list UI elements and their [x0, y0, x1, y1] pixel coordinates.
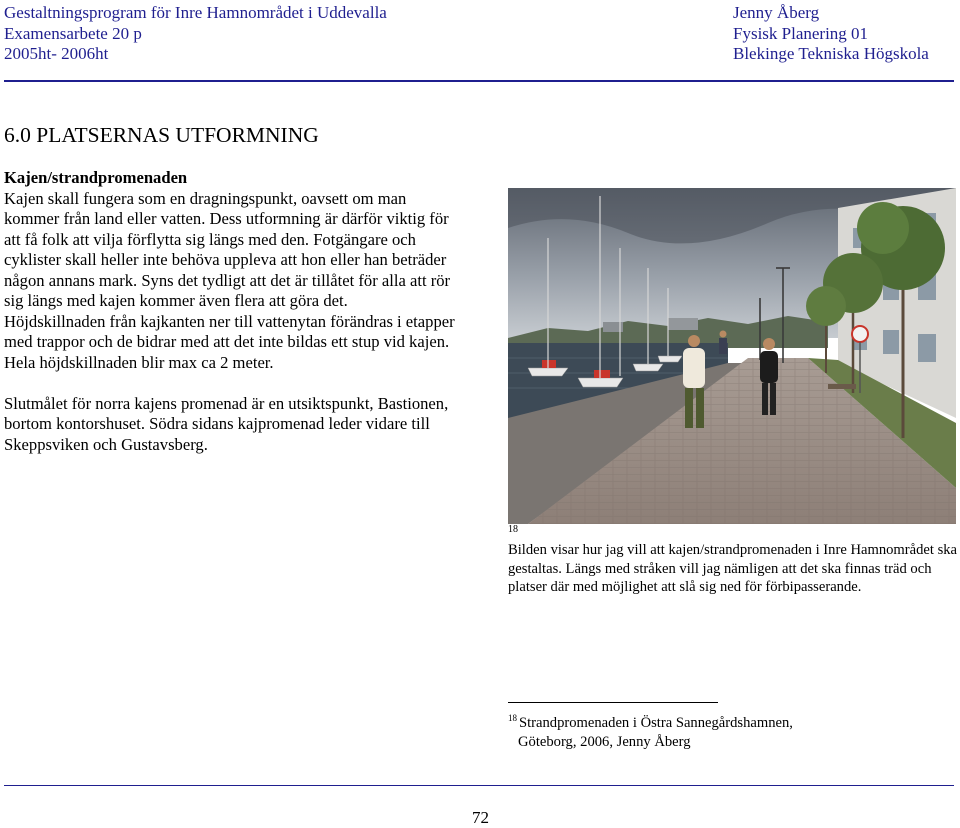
header-term: 2005ht- 2006ht — [4, 44, 109, 63]
header-right — [733, 3, 929, 65]
footnote-number: 18 — [508, 713, 517, 723]
section-title: 6.0 PLATSERNAS UTFORMNING — [4, 123, 319, 147]
paragraph-gap — [4, 373, 464, 394]
footnote-rule — [508, 702, 718, 703]
paragraph-2: Höjdskillnaden från kajkanten ner till vattenytan förändras i etapper med trappor och de bidrar med att det inte bildas ett stup vid kajen. Hela höjdskillnaden blir max ca 2 meter. — [4, 311, 455, 372]
header-document-title: Gestaltningsprogram för Inre Hamnområdet i Uddevalla — [4, 3, 387, 22]
footnote-line-1: Strandpromenaden i Östra Sannegårdshamnen, — [519, 715, 793, 731]
subheading: Kajen/strandpromenaden — [4, 168, 188, 187]
header-school: Blekinge Tekniska Högskola — [733, 44, 929, 63]
page-number: 72 — [472, 808, 489, 827]
header-program: Fysisk Planering 01 — [733, 23, 869, 43]
footer-rule — [4, 785, 954, 786]
footnote-line-2: Göteborg, 2006, Jenny Åberg — [518, 734, 691, 750]
paragraph-1: Kajen skall fungera som en dragningspunkt, oavsett om man kommer från land eller vatten. Dess utformning är därför viktig för att få folk att vilja förflytta sig längs med den. Fotgängare och cyklister skall heller inte behöva uppleva att hon eller han beträder någon annans mark. Syns det tydligt att det är tillåtet för alla att rör sig längs med kajen kommer även flera att göra det. — [4, 188, 451, 310]
body-text — [4, 168, 464, 455]
header-left — [4, 3, 387, 65]
footnote — [508, 709, 793, 752]
harbor-promenade-photo — [508, 188, 956, 524]
figure-caption: Bilden visar hur jag vill att kajen/strandpromenaden i Inre Hamnområdet ska gestaltas. Längs med stråken vill jag nämligen att det ska finnas träd och platser där med möjlighet att slå sig ned för förbipasserande. — [508, 542, 958, 596]
header-course: Examensarbete 20 p — [4, 23, 142, 43]
header-author: Jenny Åberg — [733, 3, 820, 22]
figure-footnote-mark: 18 — [508, 524, 518, 535]
paragraph-3: Slutmålet för norra kajens promenad är en utsiktspunkt, Bastionen, bortom kontorshuset. Södra sidans kajpromenad leder vidare till Skeppsviken och Gustavsberg. — [4, 393, 449, 454]
header-rule — [4, 80, 954, 82]
